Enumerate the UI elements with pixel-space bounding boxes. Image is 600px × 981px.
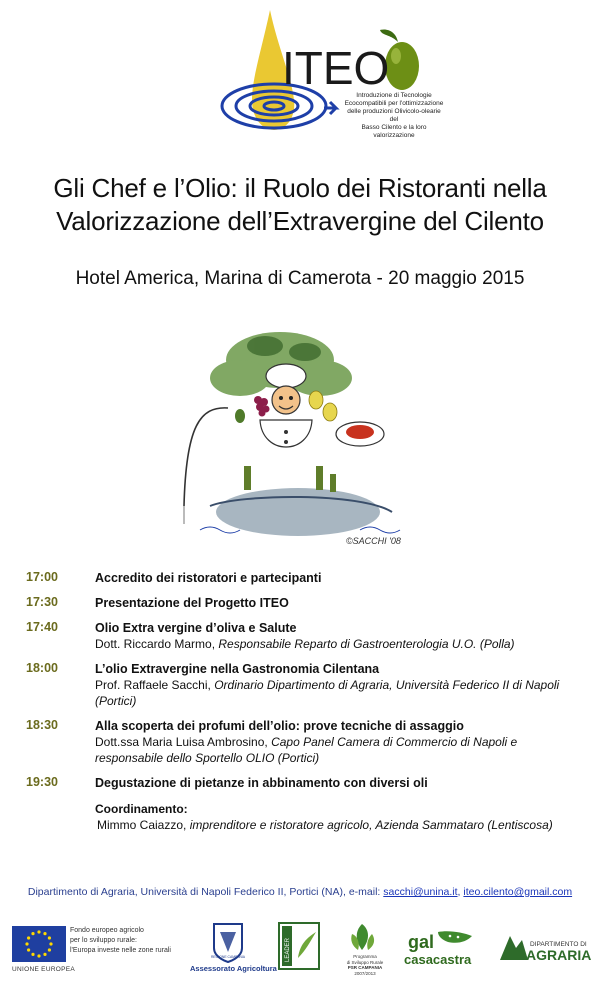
- psr-line: di Sviluppo Rurale: [346, 959, 384, 965]
- slot-title: Alla scoperta dei profumi dell’olio: prove tecniche di assaggio: [95, 719, 464, 733]
- program-slot: [26, 775, 586, 791]
- logo-text: ITEO: [282, 42, 390, 94]
- slot-time: 18:30: [26, 718, 58, 732]
- slot-speaker: [95, 734, 586, 766]
- eu-flag-icon: [12, 926, 66, 962]
- olive-icon: [385, 42, 419, 90]
- speaker-role: Ordinario Dipartimento di Agraria, Università Federico II di Napoli (Portici): [95, 678, 560, 708]
- dept-top-label: DIPARTIMENTO DI: [530, 941, 587, 948]
- footer-separator: ,: [457, 886, 464, 898]
- slot-title: Presentazione del Progetto ITEO: [95, 596, 289, 610]
- speaker-role: Responsabile Reparto di Gastroenterologia U.O. (Polla): [218, 637, 515, 651]
- slot-title: Olio Extra vergine d’oliva e Salute: [95, 621, 297, 635]
- feasr-line: l'Europa investe nelle zone rurali: [70, 947, 171, 954]
- sponsor-logos: [0, 918, 600, 978]
- page-title: [0, 172, 600, 238]
- psr-line: Programma: [353, 954, 377, 959]
- gal-casacastra-logo: [402, 926, 482, 972]
- slot-time: 17:40: [26, 620, 58, 634]
- dept-bottom-label: AGRARIA: [526, 947, 592, 963]
- slot-title: Accredito dei ristoratori e partecipanti: [95, 571, 322, 585]
- slot-speaker: [95, 677, 586, 709]
- regione-label: REGIONE CAMPANIA: [210, 955, 246, 959]
- program-slot: [26, 661, 586, 709]
- slot-speaker: [95, 636, 586, 652]
- feasr-text: [70, 926, 190, 956]
- slot-title: Degustazione di pietanze in abbinamento con diversi oli: [95, 776, 428, 790]
- speaker-role: Capo Panel Camera di Commercio di Napoli e responsabile dello Sportello OLIO (Portici): [95, 735, 518, 765]
- speaker-name: Dott. Riccardo Marmo,: [95, 637, 219, 651]
- logo-desc-line: delle produzioni Olivicolo-olearie del: [347, 108, 441, 123]
- title-line-2: Valorizzazione dell’Extravergine del Cilento: [56, 206, 544, 236]
- psr-text: [342, 954, 388, 976]
- event-venue-date: Hotel America, Marina di Camerota - 20 maggio 2015: [75, 268, 525, 289]
- feasr-line: Fondo europeo agricolo: [70, 927, 144, 934]
- program-slot: [26, 595, 586, 611]
- slot-time: 17:00: [26, 570, 58, 584]
- coordinator-role: imprenditore e ristoratore agricolo, Azienda Sammataro (Lentiscosa): [189, 818, 553, 832]
- gal-sub-label: casacastra: [404, 952, 472, 967]
- slot-title: L’olio Extravergine nella Gastronomia Cilentana: [95, 662, 380, 676]
- slot-time: 19:30: [26, 775, 58, 789]
- title-line-1: Gli Chef e l’Olio: il Ruolo dei Ristoranti nella: [53, 173, 547, 203]
- footer-text: Dipartimento di Agraria, Università di Napoli Federico II, Portici (NA), e-mail:: [27, 886, 384, 898]
- dipartimento-agraria-logo: [496, 926, 598, 972]
- program-slot: [26, 718, 586, 766]
- illustration-signature: ©SACCHI '08: [346, 536, 401, 546]
- logo-desc-line: Ecocompatibili per l'ottimizzazione: [344, 100, 444, 107]
- psr-line: 2007/2013: [354, 970, 376, 976]
- slot-time: 18:00: [26, 661, 58, 675]
- eu-label: UNIONE EUROPEA: [12, 966, 76, 973]
- feasr-line: per lo sviluppo rurale:: [70, 937, 137, 944]
- coordinator-name: Mimmo Caiazzo,: [97, 818, 190, 832]
- gal-label: gal: [408, 932, 435, 952]
- leader-label: LEADER: [285, 937, 291, 962]
- psr-line: PSR CAMPANIA: [347, 965, 383, 970]
- leader-logo: [278, 922, 320, 970]
- program-slot: [26, 570, 586, 586]
- logo-desc-line: Introduzione di Tecnologie: [356, 92, 432, 99]
- footer-contact: [0, 886, 600, 898]
- coordination-label: Coordinamento:: [95, 802, 188, 816]
- event-program: [26, 570, 586, 833]
- slot-time: 17:30: [26, 595, 58, 609]
- program-slot: [26, 620, 586, 652]
- assessorato-label: Assessorato Agricoltura: [190, 964, 277, 973]
- email-link-iteo[interactable]: iteo.cilento@gmail.com: [463, 886, 573, 898]
- coordination: [95, 801, 586, 833]
- logo-desc-line: Basso Cilento e la loro valorizzazione: [361, 124, 427, 139]
- coordinator: [95, 817, 586, 833]
- chef-cartoon-illustration: [170, 316, 440, 554]
- speaker-name: Dott.ssa Maria Luisa Ambrosino,: [95, 735, 272, 749]
- logo-description: [344, 92, 444, 140]
- speaker-name: Prof. Raffaele Sacchi,: [95, 678, 215, 692]
- email-link-sacchi[interactable]: sacchi@unina.it: [383, 886, 458, 898]
